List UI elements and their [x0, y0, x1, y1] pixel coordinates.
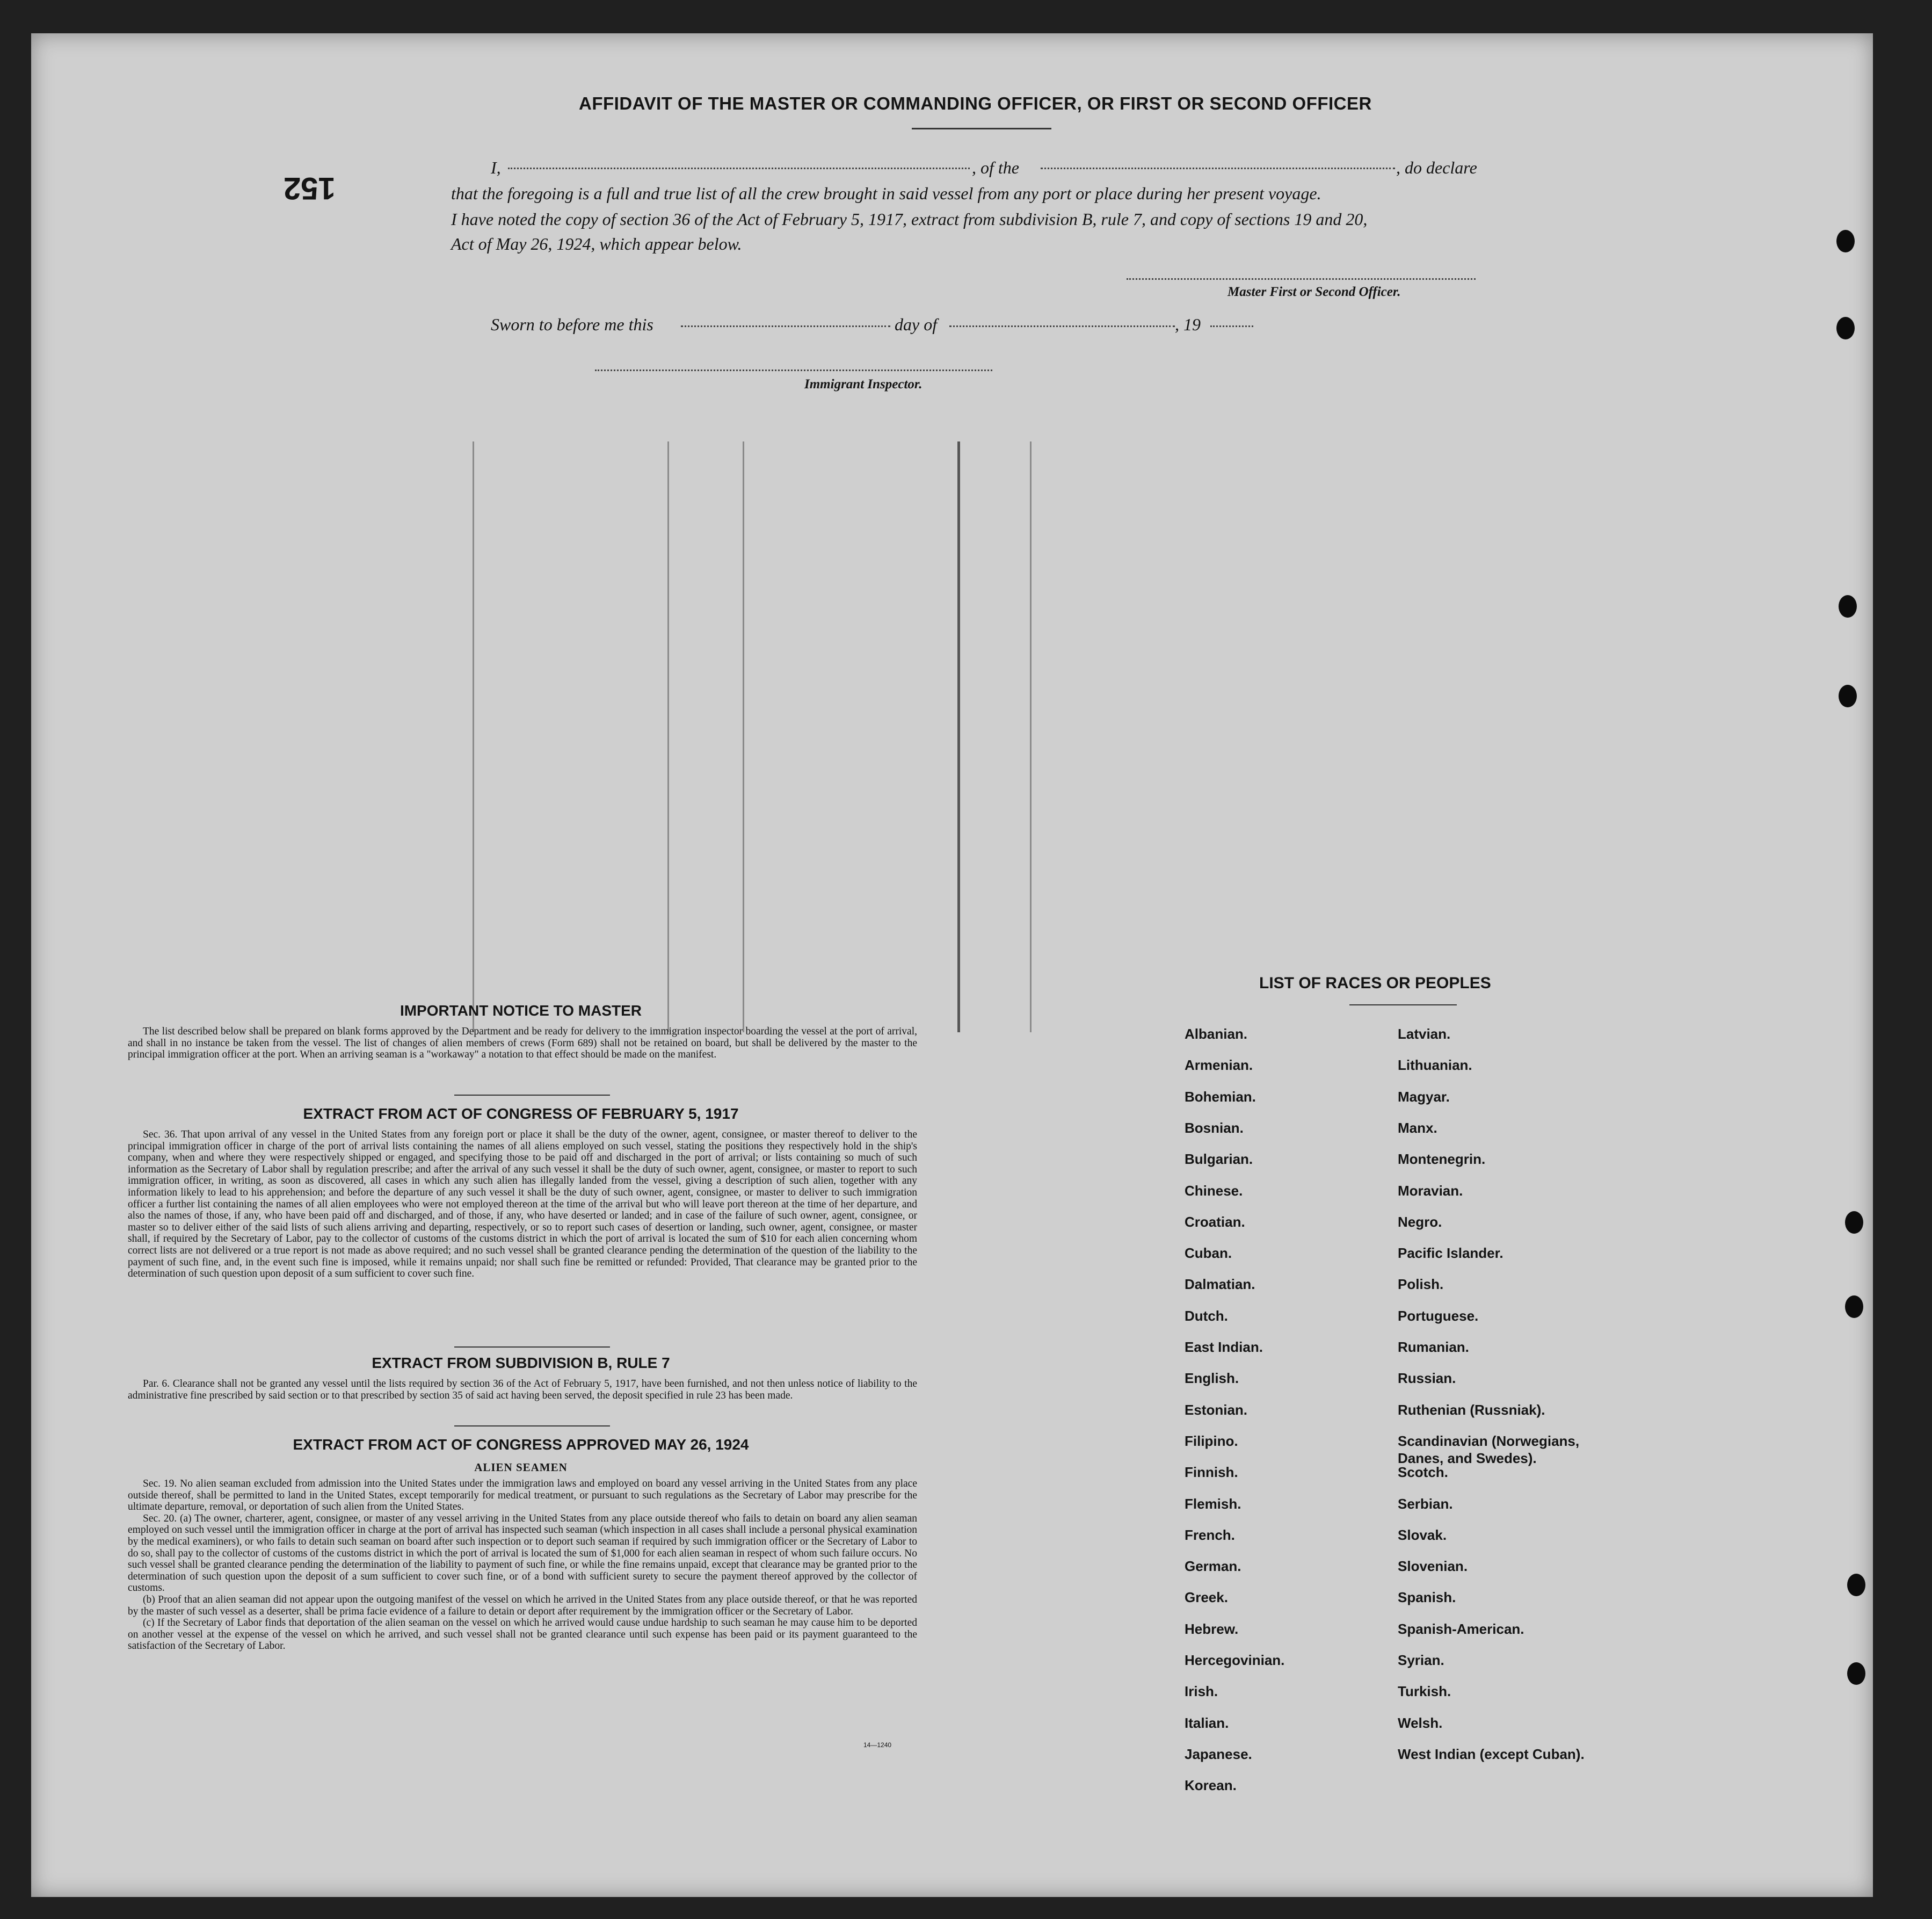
binder-hole — [1836, 230, 1855, 252]
sworn-month-blank — [949, 325, 1175, 327]
race-item: Greek. — [1185, 1589, 1228, 1606]
race-item: Syrian. — [1398, 1652, 1444, 1668]
affidavit-i-label: I, — [491, 158, 501, 177]
race-item: Scandinavian (Norwegians, — [1398, 1432, 1580, 1449]
race-item: Italian. — [1185, 1714, 1229, 1731]
race-item: Manx. — [1398, 1119, 1437, 1136]
section-divider — [454, 1425, 610, 1426]
extract-1924-subtitle: ALIEN SEAMEN — [474, 1461, 568, 1474]
extract-rule7-paragraph: Par. 6. Clearance shall not be granted any vessel until the lists required by section 36 of the Act of February 5, 1917, have been furnished, and not then unless notice of liability to the administrative fine prescribed by said section or to that prescribed by section 35 of said act having been served, the deposit specified in rule 23 has been made. — [128, 1378, 917, 1401]
binder-hole — [1845, 1211, 1863, 1234]
race-item: Slovenian. — [1398, 1558, 1468, 1575]
sec19-paragraph: Sec. 19. No alien seaman excluded from admission into the United States under the immigration laws and employed on board any vessel arriving in the United States from any place outside thereof, shall be permitted to land in the United States, except temporarily for medical treatment, or pursuant to such regulations as the Secretary of Labor may prescribe for the ultimate departure, removal, or deportation of such alien from the United States. — [128, 1478, 917, 1513]
race-item: Latvian. — [1398, 1026, 1451, 1042]
bleed-column-line — [743, 441, 744, 1032]
race-item: Japanese. — [1185, 1746, 1252, 1762]
race-item: East Indian. — [1185, 1339, 1263, 1355]
race-item: Armenian. — [1185, 1057, 1253, 1074]
form-number: 14—1240 — [863, 1741, 892, 1749]
sec20a-paragraph: Sec. 20. (a) The owner, charterer, agent, consignee, or master of any vessel arriving in the United States from any place outside thereof who fails to detain on board any alien seaman employed on such vessel until the immigration officer in charge at the port of arrival has inspected such seaman (which inspection in all cases shall include a personal physical examination by the medical examiners), or who fails to detain such seaman on board after such inspection or to deport such seaman if required by such immigration officer or the Secretary of Labor to do so, shall pay to the collector of customs of the customs district in which the port of arrival is located the sum of $1,000 for each alien seaman in respect of whom such failure occurs. No such vessel shall be granted clearance pending the determination of the liability to payment of such fine, or while the fine remains unpaid, except that clearance may be granted prior to the determination of such question upon the deposit of a sum sufficient to cover such fine, or of a bond with sufficient surety to secure the payment thereof approved by the collector of customs. — [128, 1512, 917, 1594]
race-item: Pacific Islander. — [1398, 1245, 1504, 1262]
race-item: Finnish. — [1185, 1464, 1238, 1481]
section-divider — [454, 1095, 610, 1096]
year-prefix: , 19 — [1175, 315, 1201, 334]
race-item: Slovak. — [1398, 1526, 1447, 1543]
race-item: Dalmatian. — [1185, 1276, 1255, 1293]
race-item: Moravian. — [1398, 1182, 1463, 1199]
race-item: Montenegrin. — [1398, 1151, 1486, 1168]
binder-hole — [1847, 1574, 1865, 1596]
extract-1924-text — [128, 1478, 917, 1652]
race-item: Flemish. — [1185, 1495, 1241, 1512]
bleed-column-line — [1030, 441, 1032, 1032]
sworn-before-label: Sworn to before me this — [491, 315, 653, 334]
binder-hole — [1839, 685, 1857, 707]
race-item: Turkish. — [1398, 1683, 1451, 1700]
race-item: Bohemian. — [1185, 1088, 1256, 1105]
race-item: Estonian. — [1185, 1401, 1248, 1418]
document-page — [31, 33, 1873, 1897]
stamp-number: 152 — [284, 171, 336, 206]
sworn-year-blank — [1210, 325, 1253, 327]
race-item: Spanish-American. — [1398, 1620, 1524, 1637]
extract-1917-paragraph: Sec. 36. That upon arrival of any vessel in the United States from any foreign port or place it shall be the duty of the owner, agent, consignee, or master thereof to deliver to the principal immigration officer in charge of the port of arrival lists containing the names of all aliens employed on such vessel, stating the positions they respectively hold in the ship's company, when and where they were respectively shipped or engaged, and specifying those to be paid off and discharged in the port of arrival; or lists containing so much of such information as the Secretary of Labor shall by regulation prescribe; and after the arrival of any such vessel it shall be the duty of such owner, agent, consignee, or master to report to such immigration officer, in writing, as soon as discovered, all cases in which any such alien has illegally landed from the vessel, giving a description of such alien, together with any information likely to lead to his apprehension; and before the departure of any such vessel it shall be the duty of such owner, agent, consignee, or master to deliver to such immigration officer a further list containing the names of all alien employees who were not employed thereon at the time of the arrival but who will leave port thereon at the time of her departure, and also the names of those, if any, who have been paid off and discharged, and of those, if any, who have deserted or landed; and in case of the failure of such owner, agent, consignee, or master so to deliver either of the said lists of such aliens arriving and departing, respectively, or so to report such cases of desertion or landing, such owner, agent, consignee, or master shall, if required by the Secretary of Labor, pay to the collector of customs of the customs district in which the port of arrival is located the sum of $10 for each alien concerning whom correct lists are not delivered or a true report is not made as above required; and no such vessel shall be granted clearance pending the determination of the question of the liability to the payment of such fine, and, in the event such fine is imposed, while it remains unpaid; nor shall such fine be remitted or refunded: Provided, That clearance may be granted prior to the determination of such question upon deposit of a sum sufficient to cover such fine. — [128, 1129, 917, 1280]
bleed-column-line — [957, 441, 960, 1032]
race-item: Serbian. — [1398, 1495, 1453, 1512]
title-rule — [912, 128, 1051, 129]
race-item: Ruthenian (Russniak). — [1398, 1401, 1545, 1418]
race-item: Rumanian. — [1398, 1339, 1469, 1355]
binder-hole — [1839, 595, 1857, 618]
affidavit-of-the: , of the — [972, 158, 1019, 177]
race-item: Bulgarian. — [1185, 1151, 1253, 1168]
day-of-label: day of — [895, 315, 938, 334]
sec20c-paragraph: (c) If the Secretary of Labor finds that deportation of the alien seaman on the vessel on which he arrived would cause undue hardship to such seaman he may cause him to be deported on another vessel at the expense of the vessel on which he arrived, and such vessel shall not be granted clearance until such expense has been paid or its payment guaranteed to the satisfaction of the Secretary of Labor. — [128, 1617, 917, 1652]
race-item: Welsh. — [1398, 1714, 1443, 1731]
name-blank — [508, 168, 970, 169]
race-item: Russian. — [1398, 1370, 1456, 1387]
binder-hole — [1847, 1662, 1865, 1685]
race-item: West Indian (except Cuban). — [1398, 1746, 1585, 1762]
race-item: Hercegovinian. — [1185, 1652, 1285, 1668]
race-item: Chinese. — [1185, 1182, 1243, 1199]
race-item: English. — [1185, 1370, 1239, 1387]
race-item: Korean. — [1185, 1777, 1237, 1794]
inspector-signature-line — [595, 370, 992, 371]
master-signature-label: Master First or Second Officer. — [1228, 285, 1401, 299]
race-item: Cuban. — [1185, 1245, 1232, 1262]
races-title: LIST OF RACES OR PEOPLES — [1259, 974, 1491, 992]
notice-text — [128, 1026, 917, 1061]
binder-hole — [1836, 317, 1855, 339]
sworn-day-blank — [681, 325, 890, 327]
affidavit-line-4: Act of May 26, 1924, which appear below. — [451, 234, 742, 254]
affidavit-line-2: that the foregoing is a full and true list of all the crew brought in said vessel from any port or place during her present voyage. — [451, 184, 1321, 203]
sec20b-paragraph: (b) Proof that an alien seaman did not appear upon the outgoing manifest of the vessel on which he arrived in the United States from any place outside thereof, or that he was reported by the master of such vessel as a deserter, shall be prima facie evidence of a failure to detain or deport after requirement by the immigration officer or the Secretary of Labor. — [128, 1594, 917, 1617]
race-item: Negro. — [1398, 1213, 1442, 1230]
extract-1924-title: EXTRACT FROM ACT OF CONGRESS APPROVED MAY 26, 1924 — [293, 1436, 749, 1453]
race-item: Magyar. — [1398, 1088, 1450, 1105]
notice-paragraph: The list described below shall be prepared on blank forms approved by the Department and be ready for delivery to the immigration inspector boarding the vessel at the port of arrival, and shall in no instance be taken from the vessel. The list of changes of alien members of crews (Form 689) shall not be retained on board, but shall be delivered by the master to the principal immigration officer at the port. When an arriving seaman is a "workaway" a notation to that effect should be made on the manifest. — [128, 1026, 917, 1061]
race-item: Irish. — [1185, 1683, 1218, 1700]
race-item: Scotch. — [1398, 1464, 1448, 1481]
bleed-column-line — [667, 441, 669, 1032]
binder-hole — [1845, 1295, 1863, 1318]
race-item: Albanian. — [1185, 1026, 1248, 1042]
notice-title: IMPORTANT NOTICE TO MASTER — [400, 1002, 642, 1019]
race-item: Bosnian. — [1185, 1119, 1244, 1136]
extract-1917-title: EXTRACT FROM ACT OF CONGRESS OF FEBRUARY 5, 1917 — [303, 1105, 739, 1122]
affidavit-do-declare: , do declare — [1396, 158, 1477, 177]
race-item: Filipino. — [1185, 1432, 1238, 1449]
bleed-column-line — [473, 441, 474, 1032]
race-item: German. — [1185, 1558, 1241, 1575]
race-item: Hebrew. — [1185, 1620, 1239, 1637]
extract-rule7-title: EXTRACT FROM SUBDIVISION B, RULE 7 — [372, 1355, 670, 1371]
race-item: Dutch. — [1185, 1307, 1228, 1324]
affidavit-line-3: I have noted the copy of section 36 of the Act of February 5, 1917, extract from subdivision B, rule 7, and copy of sections 19 and 20, — [451, 209, 1368, 229]
race-item: Spanish. — [1398, 1589, 1456, 1606]
race-item: Portuguese. — [1398, 1307, 1479, 1324]
inspector-signature-label: Immigrant Inspector. — [804, 377, 923, 392]
master-signature-line — [1127, 278, 1476, 280]
race-item: Lithuanian. — [1398, 1057, 1472, 1074]
affidavit-title: AFFIDAVIT OF THE MASTER OR COMMANDING OFFICER, OR FIRST OR SECOND OFFICER — [579, 93, 1372, 113]
section-divider — [454, 1346, 610, 1348]
race-item: Danes, and Swedes). — [1398, 1450, 1537, 1466]
extract-1917-text — [128, 1129, 917, 1280]
vessel-blank — [1041, 168, 1395, 169]
race-item: Polish. — [1398, 1276, 1444, 1293]
races-title-rule — [1349, 1004, 1457, 1005]
race-item: French. — [1185, 1526, 1235, 1543]
race-item: Croatian. — [1185, 1213, 1245, 1230]
extract-rule7-text — [128, 1378, 917, 1401]
